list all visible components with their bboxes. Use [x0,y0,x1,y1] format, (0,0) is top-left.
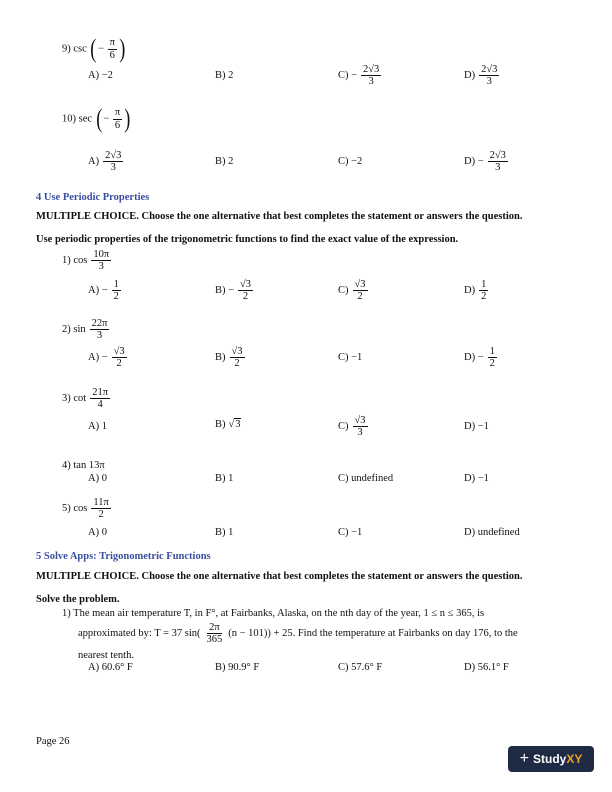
numerator: √3 [354,415,366,426]
app-problem-line: nearest tenth. [78,650,134,661]
problem-2 [62,318,110,341]
choice-prefix: A) − [88,352,108,364]
denominator: 3 [368,76,374,88]
question-label: 5) cos [62,503,88,515]
numerator: 22π [91,318,108,329]
numerator: π [114,107,121,119]
fraction [479,64,499,87]
choice-prefix: B) [215,419,226,430]
fraction [108,37,117,60]
answer-b: B) 1 [215,473,234,484]
left-paren: ( [90,34,97,63]
numerator: 2√3 [105,150,122,161]
radical: √3 [228,419,241,430]
choice-prefix: D) − [464,156,484,168]
answer-b [215,419,241,430]
numerator: √3 [354,279,366,290]
problem-5 [62,497,112,520]
answer-c: C) −1 [338,527,363,538]
choice-prefix: C) [338,285,349,297]
choice-prefix: D) [464,70,476,82]
fraction [230,346,245,369]
answer-d [464,346,498,369]
answer-a [88,346,128,369]
instruction: MULTIPLE CHOICE. Choose the one alternative that best completes the statement or answers the question. [36,211,523,222]
question-9 [62,36,127,62]
denominator: 365 [206,634,223,646]
answer-a: A) 1 [88,421,107,432]
numerator: 10π [93,249,110,260]
denominator: 2 [357,291,363,303]
answer-b [215,279,254,302]
denominator: 4 [97,399,103,411]
numerator: 1 [489,346,495,357]
studyxy-logo[interactable] [508,746,594,772]
answer-b: B) 90.9° F [215,662,260,673]
fraction [488,346,497,369]
answer-b: B) 1 [215,527,234,538]
right-paren: ) [119,34,126,63]
app-problem-formula [78,622,518,645]
denominator: 3 [495,162,501,174]
logo-accent: XY [566,752,583,766]
answer-c: C) −2 [338,156,363,167]
choice-prefix: A) − [88,285,108,297]
numerator: 11π [93,497,109,508]
instruction: MULTIPLE CHOICE. Choose the one alternative that best completes the statement or answers the question. [36,571,523,582]
fraction [112,279,121,302]
answer-b: B) 2 [215,156,234,167]
numerator: 2π [209,622,220,633]
fraction [353,415,368,438]
fraction [488,150,508,173]
fraction [479,279,488,302]
numerator: √3 [240,279,252,290]
fraction [91,249,111,272]
answer-a [88,150,124,173]
numerator: 1 [481,279,487,290]
choice-prefix: D) − [464,352,484,364]
fraction [113,107,122,130]
problem-1 [62,249,112,272]
direction: Use periodic properties of the trigonometric functions to find the exact value of the expression. [36,234,459,245]
answer-c [338,279,369,302]
answer-a [88,279,122,302]
answer-d [464,279,489,302]
numerator: 2√3 [489,150,506,161]
question-10 [62,106,132,132]
numerator: 21π [92,387,109,398]
sign: − [103,113,110,125]
answer-c [338,415,369,438]
radicand: 3 [235,419,241,430]
answer-d [464,64,500,87]
choice-prefix: B) − [215,285,235,297]
fraction [91,497,110,520]
question-label: 2) sin [62,324,86,336]
denominator: 2 [234,358,240,370]
numerator: 2√3 [363,64,380,75]
section-title: 4 Use Periodic Properties [36,192,150,203]
direction: Solve the problem. [36,594,120,605]
answer-a: A) 0 [88,473,107,484]
answer-c: C) −1 [338,352,363,363]
numerator: 1 [113,279,119,290]
numerator: √3 [231,346,243,357]
denominator: 2 [98,509,104,521]
question-label: 1) cos [62,255,88,267]
denominator: 3 [96,330,103,342]
plus-icon: + [519,750,529,767]
denominator: 3 [110,162,116,174]
sign: − [98,43,104,55]
denominator: 2 [481,291,487,303]
answer-c [338,64,382,87]
question-label: 10) sec [62,113,93,125]
fraction [353,279,368,302]
answer-b [215,346,246,369]
answer-a: A) −2 [88,70,113,81]
answer-c: C) undefined [338,473,394,484]
logo-word: Study [532,752,567,766]
fraction [103,150,123,173]
problem-4: 4) tan 13π [62,460,105,471]
numerator: √3 [113,346,125,357]
answer-d: D) 56.1° F [464,662,509,673]
left-paren: ( [95,104,103,133]
answer-c: C) 57.6° F [338,662,383,673]
denominator: 2 [242,291,249,303]
section-title: 5 Solve Apps: Trigonometric Functions [36,551,211,562]
fraction [238,279,253,302]
denominator: 3 [486,76,492,88]
denominator: 6 [109,49,115,61]
problem-3 [62,387,111,410]
denominator: 6 [114,119,121,131]
page-number: Page 26 [36,736,70,747]
answer-b: B) 2 [215,70,234,81]
answer-d: D) −1 [464,421,489,432]
fraction [90,387,110,410]
fraction [361,64,381,87]
app-problem-line: 1) The mean air temperature T, in F°, at Fairbanks, Alaska, on the nth day of the year, 1 ≤ n ≤ 365, is [62,608,485,619]
choice-prefix: B) [215,352,226,364]
answer-a: A) 0 [88,527,107,538]
denominator: 2 [113,291,119,303]
formula-suffix: (n − 101)) + 25. Find the temperature at Fairbanks on day 176, to the [228,628,518,640]
question-label: 3) cot [62,393,87,405]
denominator: 2 [489,358,495,370]
answer-d: D) undefined [464,527,520,538]
choice-prefix: C) [338,421,349,433]
answer-d [464,150,509,173]
numerator: 2√3 [481,64,498,75]
fraction [112,346,127,369]
formula-prefix: approximated by: T = 37 sin( [78,628,201,640]
denominator: 3 [98,261,104,273]
choice-prefix: D) [464,285,476,297]
answer-a: A) 60.6° F [88,662,133,673]
logo-text [533,752,582,766]
answer-d: D) −1 [464,473,489,484]
denominator: 3 [357,427,363,439]
fraction [204,622,224,645]
fraction [90,318,110,341]
choice-prefix: C) − [338,70,358,82]
numerator: π [109,37,115,49]
denominator: 2 [116,358,122,370]
question-label: 9) csc [62,43,87,55]
right-paren: ) [124,104,131,133]
choice-prefix: A) [88,156,100,168]
